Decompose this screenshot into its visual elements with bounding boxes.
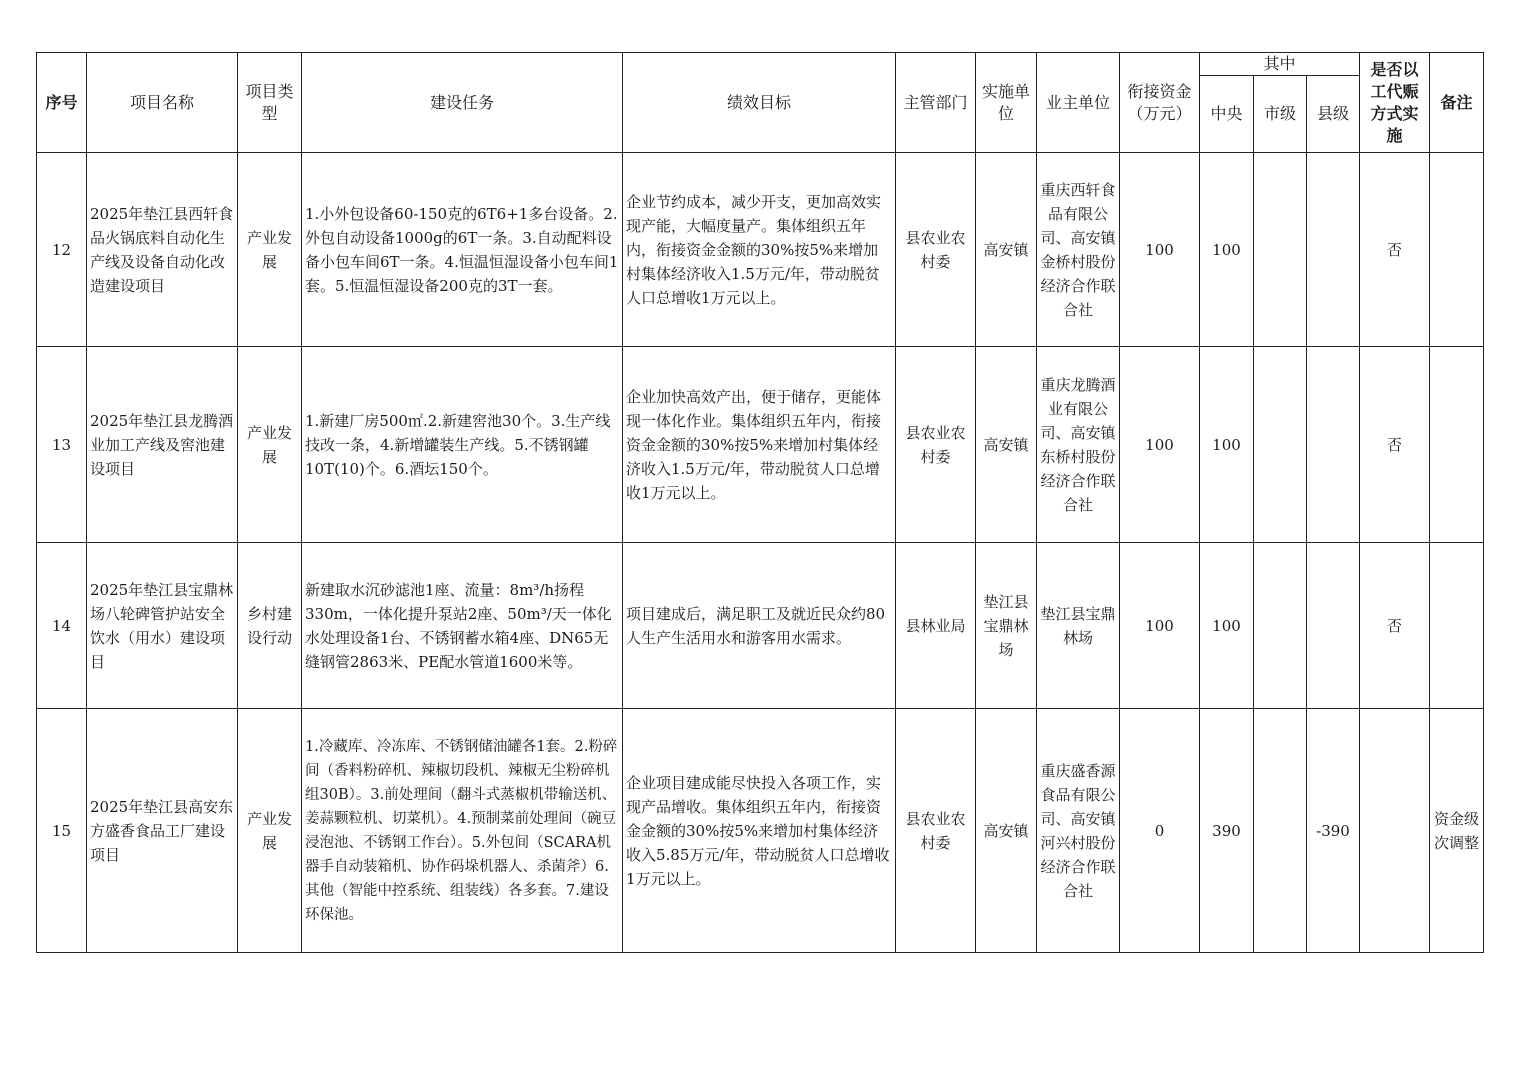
header-note: 备注	[1430, 53, 1484, 153]
cell-goal: 企业项目建成能尽快投入各项工作，实现产品增收。集体组织五年内，衔接资金金额的30%按5%来增加村集体经济收入5.85万元/年，带动脱贫人口总增收1万元以上。	[623, 709, 896, 953]
cell-goal: 企业节约成本，减少开支，更加高效实现产能，大幅度量产。集体组织五年内，衔接资金金额的30%按5%来增加村集体经济收入1.5万元/年，带动脱贫人口总增收1万元以上。	[623, 153, 896, 347]
header-type: 项目类型	[238, 53, 302, 153]
table-row	[37, 153, 1484, 347]
cell-owner: 垫江县宝鼎林场	[1037, 543, 1120, 709]
cell-work-relief: 否	[1360, 347, 1430, 543]
table-row	[37, 543, 1484, 709]
cell-city	[1254, 543, 1307, 709]
cell-owner: 重庆龙腾酒业有限公司、高安镇东桥村股份经济合作联合社	[1037, 347, 1120, 543]
cell-city	[1254, 709, 1307, 953]
cell-dept: 县林业局	[896, 543, 976, 709]
cell-type: 产业发展	[238, 153, 302, 347]
header-dept: 主管部门	[896, 53, 976, 153]
cell-impl: 垫江县宝鼎林场	[976, 543, 1037, 709]
cell-central: 100	[1200, 543, 1254, 709]
header-central: 中央	[1200, 76, 1254, 153]
cell-city	[1254, 153, 1307, 347]
cell-work-relief	[1360, 709, 1430, 953]
header-fund: 衔接资金（万元）	[1120, 53, 1200, 153]
project-table	[36, 52, 1484, 953]
cell-county	[1307, 153, 1360, 347]
cell-type: 产业发展	[238, 709, 302, 953]
cell-fund: 100	[1120, 347, 1200, 543]
table-row	[37, 709, 1484, 953]
cell-note	[1430, 347, 1484, 543]
cell-name: 2025年垫江县高安东方盛香食品工厂建设项目	[87, 709, 238, 953]
cell-name: 2025年垫江县龙腾酒业加工产线及窖池建设项目	[87, 347, 238, 543]
header-name: 项目名称	[87, 53, 238, 153]
cell-central: 100	[1200, 153, 1254, 347]
cell-task: 1.小外包设备60-150克的6T6+1多台设备。2.外包自动设备1000g的6T一条。3.自动配料设备小包车间6T一条。4.恒温恒湿设备小包车间1套。5.恒温恒湿设备200克的3T一套。	[302, 153, 623, 347]
table-row	[37, 347, 1484, 543]
cell-seq: 12	[37, 153, 87, 347]
cell-type: 乡村建设行动	[238, 543, 302, 709]
header-impl: 实施单位	[976, 53, 1037, 153]
cell-seq: 13	[37, 347, 87, 543]
cell-fund: 100	[1120, 543, 1200, 709]
cell-county: -390	[1307, 709, 1360, 953]
cell-name: 2025年垫江县西轩食品火锅底料自动化生产线及设备自动化改造建设项目	[87, 153, 238, 347]
cell-note	[1430, 543, 1484, 709]
cell-dept: 县农业农村委	[896, 347, 976, 543]
header-of-which: 其中	[1200, 53, 1360, 76]
cell-work-relief: 否	[1360, 543, 1430, 709]
cell-seq: 15	[37, 709, 87, 953]
header-seq: 序号	[37, 53, 87, 153]
cell-task: 1.冷藏库、冷冻库、不锈钢储油罐各1套。2.粉碎间（香料粉碎机、辣椒切段机、辣椒无尘粉碎机组30B）。3.前处理间（翻斗式蒸椒机带输送机、姜蒜颗粒机、切菜机）。4.预制菜前处理间（碗豆浸泡池、不锈钢工作台）。5.外包间（SCARA机器手自动装箱机、协作码垛机器人、杀菌斧）6.其他（智能中控系统、组装线）各多套。7.建设环保池。	[302, 709, 623, 953]
cell-impl: 高安镇	[976, 347, 1037, 543]
cell-name: 2025年垫江县宝鼎林场八轮碑管护站安全饮水（用水）建设项目	[87, 543, 238, 709]
cell-city	[1254, 347, 1307, 543]
cell-type: 产业发展	[238, 347, 302, 543]
header-work-relief: 是否以工代赈方式实施	[1360, 53, 1430, 153]
header-task: 建设任务	[302, 53, 623, 153]
cell-goal: 项目建成后，满足职工及就近民众约80人生产生活用水和游客用水需求。	[623, 543, 896, 709]
cell-impl: 高安镇	[976, 153, 1037, 347]
cell-task: 1.新建厂房500㎡.2.新建窖池30个。3.生产线技改一条，4.新增罐装生产线。5.不锈钢罐10T(10)个。6.酒坛150个。	[302, 347, 623, 543]
cell-goal: 企业加快高效产出，便于储存，更能体现一体化作业。集体组织五年内，衔接资金金额的30%按5%来增加村集体经济收入1.5万元/年，带动脱贫人口总增收1万元以上。	[623, 347, 896, 543]
cell-work-relief: 否	[1360, 153, 1430, 347]
header-owner: 业主单位	[1037, 53, 1120, 153]
cell-fund: 100	[1120, 153, 1200, 347]
cell-seq: 14	[37, 543, 87, 709]
cell-central: 100	[1200, 347, 1254, 543]
cell-dept: 县农业农村委	[896, 153, 976, 347]
cell-note: 资金级次调整	[1430, 709, 1484, 953]
cell-owner: 重庆盛香源食品有限公司、高安镇河兴村股份经济合作联合社	[1037, 709, 1120, 953]
cell-owner: 重庆西轩食品有限公司、高安镇金桥村股份经济合作联合社	[1037, 153, 1120, 347]
cell-county	[1307, 543, 1360, 709]
cell-impl: 高安镇	[976, 709, 1037, 953]
cell-dept: 县农业农村委	[896, 709, 976, 953]
cell-note	[1430, 153, 1484, 347]
cell-county	[1307, 347, 1360, 543]
cell-task: 新建取水沉砂滤池1座、流量：8m³/h扬程330m，一体化提升泵站2座、50m³/天一体化水处理设备1台、不锈钢蓄水箱4座、DN65无缝钢管2863米、PE配水管道1600米等。	[302, 543, 623, 709]
cell-fund: 0	[1120, 709, 1200, 953]
cell-central: 390	[1200, 709, 1254, 953]
header-city: 市级	[1254, 76, 1307, 153]
header-county: 县级	[1307, 76, 1360, 153]
header-goal: 绩效目标	[623, 53, 896, 153]
